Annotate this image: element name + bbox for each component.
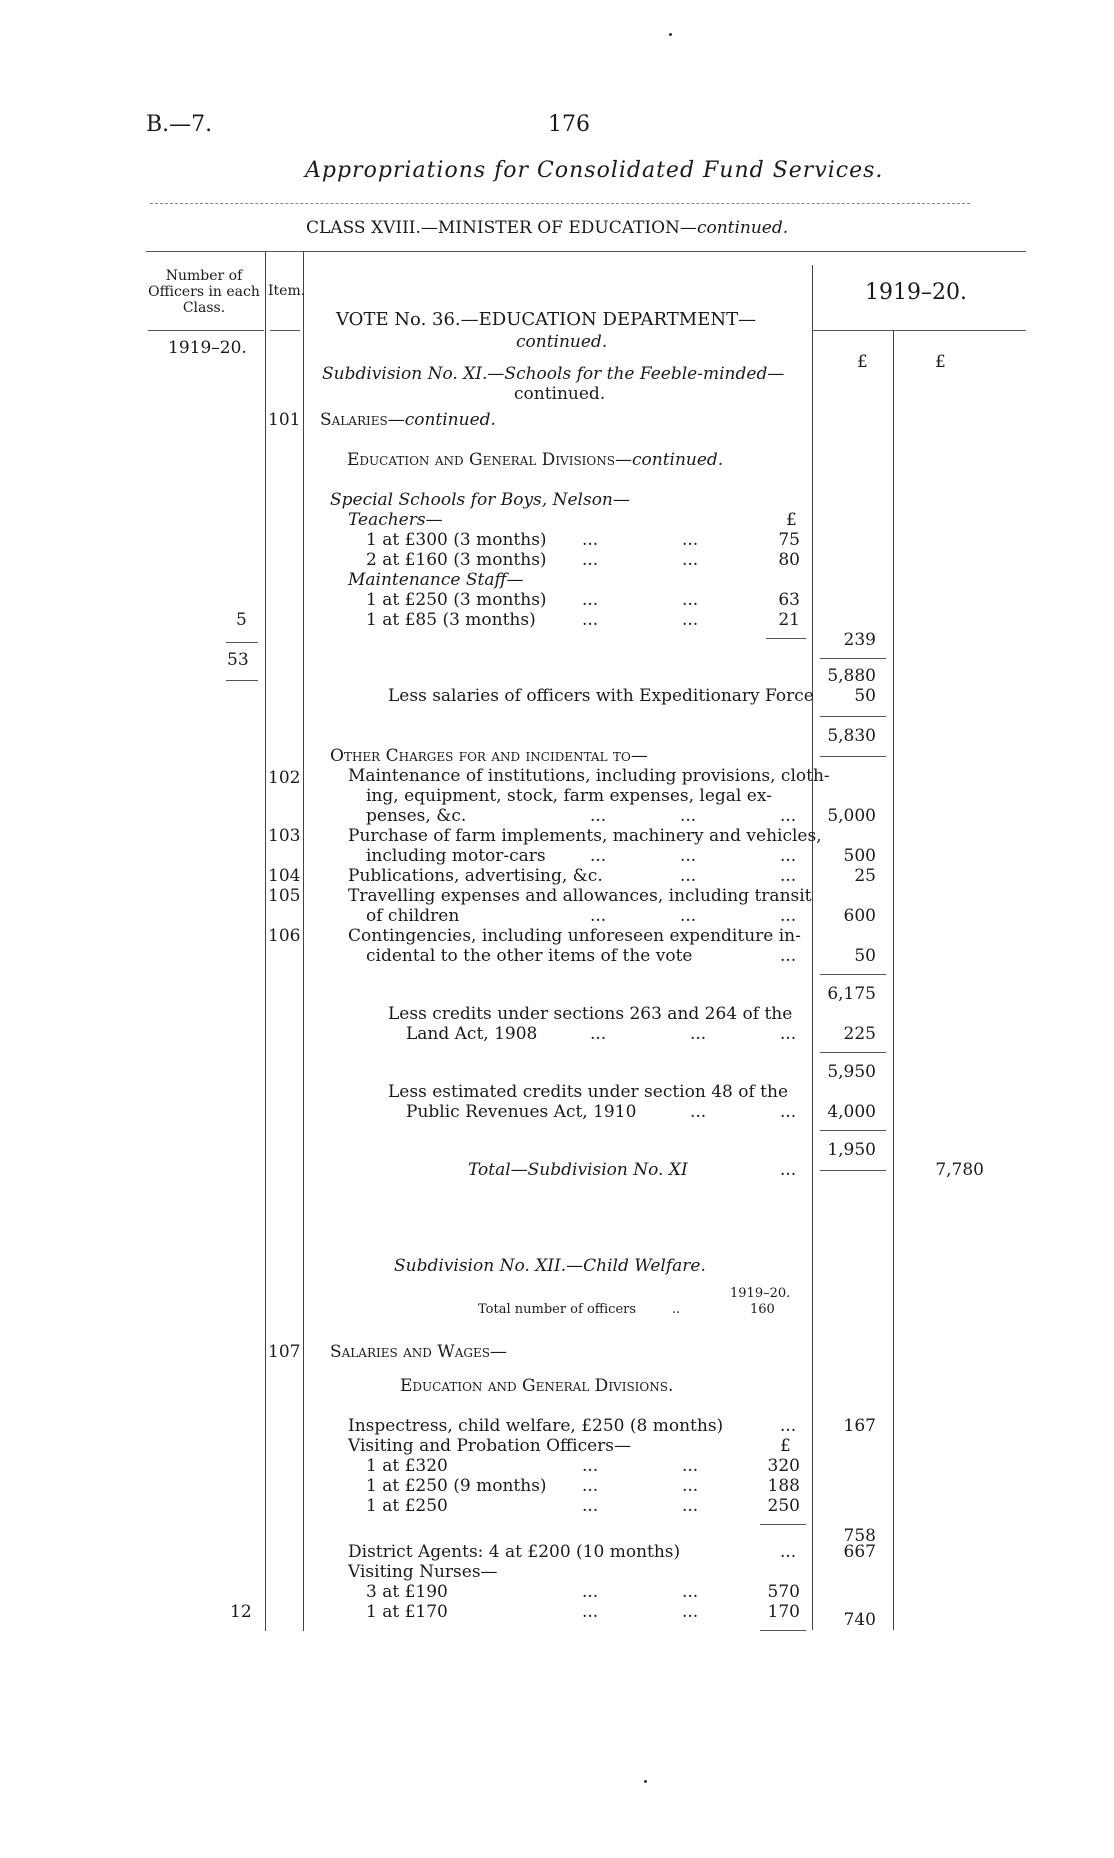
dots: ... xyxy=(582,590,599,610)
teachers-heading: Teachers— xyxy=(348,510,443,530)
officers-column-header: Number of Officers in each Class. xyxy=(148,268,260,316)
vote-heading-continued: continued. xyxy=(516,332,608,352)
visiting-nurse-line-1-value: 570 xyxy=(767,1582,800,1602)
sum-1950: 1,950 xyxy=(827,1140,876,1160)
sum-rule xyxy=(820,1130,886,1131)
item-102-value: 5,000 xyxy=(827,806,876,826)
visiting-officer-line-2: 1 at £250 (9 months) xyxy=(366,1476,547,1496)
dots: ... xyxy=(582,610,599,630)
visiting-nurse-line-1: 3 at £190 xyxy=(366,1582,448,1602)
pound-header-2: £ xyxy=(935,352,946,372)
item-103: 103 xyxy=(268,826,301,846)
page-number: 176 xyxy=(548,112,590,137)
dots: ... xyxy=(780,906,797,926)
dots: ... xyxy=(582,550,599,570)
teacher-line-2: 2 at £160 (3 months) xyxy=(366,550,547,570)
visiting-officer-line-3-value: 250 xyxy=(767,1496,800,1516)
visiting-nurse-line-2-value: 170 xyxy=(767,1602,800,1622)
inspectress-value: 167 xyxy=(843,1416,876,1436)
officers-count-5: 5 xyxy=(236,610,247,630)
sum-rule xyxy=(820,1052,886,1053)
sum-rule xyxy=(820,974,886,975)
subdivision-xii-title: Subdivision No. XII.—Child Welfare. xyxy=(394,1256,706,1276)
dots: ... xyxy=(590,1024,607,1044)
education-divisions-label: Education and General Divisions xyxy=(347,450,615,470)
maintenance-staff-heading: Maintenance Staff— xyxy=(348,570,524,590)
dots: ... xyxy=(680,906,697,926)
item-103-line-1: Purchase of farm implements, machinery and vehicles, xyxy=(348,826,822,846)
maintenance-line-2: 1 at £85 (3 months) xyxy=(366,610,536,630)
visiting-officer-line-3: 1 at £250 xyxy=(366,1496,448,1516)
total-subdivision-xi-label: Total—Subdivision No. XI xyxy=(468,1160,688,1180)
item-102-line-2: ing, equipment, stock, farm expenses, legal ex- xyxy=(366,786,772,806)
sum-5830: 5,830 xyxy=(827,726,876,746)
officers-count-12: 12 xyxy=(230,1602,252,1622)
item-column-divider xyxy=(303,251,304,1631)
dots: ... xyxy=(590,906,607,926)
item-101: 101 xyxy=(268,410,301,430)
item-105-line-2: of children xyxy=(366,906,460,926)
dots: ... xyxy=(590,846,607,866)
dots: .. xyxy=(672,1302,681,1317)
dots: ... xyxy=(682,1496,699,1516)
maintenance-line-1: 1 at £250 (3 months) xyxy=(366,590,547,610)
subdivision-xi-continued: continued. xyxy=(514,384,606,404)
education-divisions-xii-heading: Education and General Divisions. xyxy=(400,1376,674,1396)
less-estimated-line-1: Less estimated credits under section 48 of the xyxy=(388,1082,789,1102)
dots: ... xyxy=(682,550,699,570)
subdivision-xii-officers-year: 1919–20. xyxy=(730,1286,791,1301)
less-expeditionary-value: 50 xyxy=(854,686,876,706)
dots: ... xyxy=(582,1602,599,1622)
sum-rule xyxy=(820,658,886,659)
year-column-header: 1919–20. xyxy=(865,280,967,305)
dots: ... xyxy=(682,1582,699,1602)
dots: ... xyxy=(780,1024,797,1044)
education-divisions-continued: —continued. xyxy=(614,450,724,470)
dots: ... xyxy=(780,1542,797,1562)
document-code: B.—7. xyxy=(146,112,213,137)
visiting-nurse-line-2: 1 at £170 xyxy=(366,1602,448,1622)
title-rule xyxy=(150,203,970,204)
item-106-line-1: Contingencies, including unforeseen expenditure in- xyxy=(348,926,801,946)
teacher-line-1-value: 75 xyxy=(778,530,800,550)
sum-758: 758 xyxy=(843,1526,876,1546)
item-header-rule xyxy=(270,330,300,331)
district-agents-value: 667 xyxy=(843,1542,876,1562)
officers-header-rule xyxy=(148,330,264,331)
item-102-line-3: penses, &c. xyxy=(366,806,467,826)
item-105-line-1: Travelling expenses and allowances, including transit xyxy=(348,886,812,906)
salaries-continued: —continued. xyxy=(387,410,496,430)
visiting-officers-heading: Visiting and Probation Officers— xyxy=(348,1436,632,1456)
item-102: 102 xyxy=(268,768,301,788)
special-school-heading: Special Schools for Boys, Nelson— xyxy=(330,490,630,510)
table-top-rule xyxy=(146,251,1026,252)
sum-5950: 5,950 xyxy=(827,1062,876,1082)
dots: ... xyxy=(780,1160,797,1180)
education-divisions-heading xyxy=(347,450,723,470)
total-officers-value: 160 xyxy=(750,1302,775,1317)
subdivision-xi-title: Subdivision No. XI.—Schools for the Feeble-minded— xyxy=(322,364,785,384)
less-credits-value: 225 xyxy=(843,1024,876,1044)
print-speck xyxy=(669,33,672,36)
subtotal-column-divider xyxy=(893,330,894,1630)
item-103-value: 500 xyxy=(843,846,876,866)
item-103-line-2: including motor-cars xyxy=(366,846,546,866)
dots: ... xyxy=(690,1102,707,1122)
dots: ... xyxy=(680,806,697,826)
dots: ... xyxy=(682,1476,699,1496)
officers-column-divider xyxy=(265,251,266,1631)
sum-rule xyxy=(820,1170,886,1171)
dots: ... xyxy=(682,590,699,610)
total-subdivision-xi-value: 7,780 xyxy=(935,1160,984,1180)
dots: ... xyxy=(780,1102,797,1122)
dots: ... xyxy=(682,610,699,630)
teacher-line-1: 1 at £300 (3 months) xyxy=(366,530,547,550)
item-105: 105 xyxy=(268,886,301,906)
item-104-value: 25 xyxy=(854,866,876,886)
sum-rule xyxy=(820,716,886,717)
maintenance-line-1-value: 63 xyxy=(778,590,800,610)
dots: ... xyxy=(780,946,797,966)
item-106-line-2: cidental to the other items of the vote xyxy=(366,946,693,966)
dots: ... xyxy=(582,1582,599,1602)
pound-header-1: £ xyxy=(857,352,868,372)
dots: ... xyxy=(780,806,797,826)
dots: ... xyxy=(690,1024,707,1044)
sum-5880: 5,880 xyxy=(827,666,876,686)
item-104: 104 xyxy=(268,866,301,886)
subtotal-rule xyxy=(766,638,806,639)
officers-rule xyxy=(226,642,258,643)
item-106-value: 50 xyxy=(854,946,876,966)
dots: ... xyxy=(682,530,699,550)
print-speck xyxy=(644,1780,647,1783)
dots: ... xyxy=(582,1496,599,1516)
visiting-officer-line-1: 1 at £320 xyxy=(366,1456,448,1476)
dots: ... xyxy=(780,866,797,886)
class-heading xyxy=(306,218,788,238)
year-header-rule xyxy=(812,330,1026,331)
item-107: 107 xyxy=(268,1342,301,1362)
sum-6175: 6,175 xyxy=(827,984,876,1004)
item-106: 106 xyxy=(268,926,301,946)
less-credits-line-1: Less credits under sections 263 and 264 of the xyxy=(388,1004,793,1024)
item-column-header: Item. xyxy=(268,283,306,299)
sum-239: 239 xyxy=(843,630,876,650)
teacher-line-2-value: 80 xyxy=(778,550,800,570)
dots: ... xyxy=(582,530,599,550)
officers-rule xyxy=(226,680,258,681)
officers-year-label: 1919–20. xyxy=(168,338,247,358)
item-102-line-1: Maintenance of institutions, including provisions, cloth- xyxy=(348,766,830,786)
salaries-label: Salaries xyxy=(320,410,388,430)
class-heading-continued: continued. xyxy=(696,218,789,238)
less-estimated-line-2: Public Revenues Act, 1910 xyxy=(406,1102,637,1122)
maintenance-line-2-value: 21 xyxy=(778,610,800,630)
page-title: Appropriations for Consolidated Fund Services. xyxy=(305,158,884,183)
class-heading-main: CLASS XVIII.—MINISTER OF EDUCATION— xyxy=(306,218,697,238)
dots: ... xyxy=(682,1602,699,1622)
sum-rule xyxy=(820,756,886,757)
district-agents-line: District Agents: 4 at £200 (10 months) xyxy=(348,1542,681,1562)
item-104-line-1: Publications, advertising, &c. xyxy=(348,866,603,886)
subtotal-rule xyxy=(760,1630,806,1631)
pound-sign-inner: £ xyxy=(786,510,797,530)
dots: ... xyxy=(780,1416,797,1436)
dots: ... xyxy=(680,846,697,866)
less-credits-line-2: Land Act, 1908 xyxy=(406,1024,538,1044)
officers-count-53: 53 xyxy=(227,650,249,670)
less-expeditionary-label: Less salaries of officers with Expeditionary Force xyxy=(388,686,814,706)
dots: ... xyxy=(590,806,607,826)
visiting-nurses-heading: Visiting Nurses— xyxy=(348,1562,498,1582)
salaries-and-wages-heading: Salaries and Wages— xyxy=(330,1342,508,1362)
total-officers-label: Total number of officers xyxy=(478,1302,637,1317)
visiting-officer-line-2-value: 188 xyxy=(767,1476,800,1496)
amount-column-divider xyxy=(812,265,813,1630)
dots: ... xyxy=(582,1476,599,1496)
subtotal-rule xyxy=(760,1524,806,1525)
item-105-value: 600 xyxy=(843,906,876,926)
visiting-officer-line-1-value: 320 xyxy=(767,1456,800,1476)
salaries-heading xyxy=(320,410,496,430)
other-charges-heading: Other Charges for and incidental to— xyxy=(330,746,648,766)
dots: ... xyxy=(780,846,797,866)
inspectress-line: Inspectress, child welfare, £250 (8 months) xyxy=(348,1416,724,1436)
dots: ... xyxy=(582,1456,599,1476)
dots: ... xyxy=(680,866,697,886)
pound-sign-inner-xii: £ xyxy=(780,1436,791,1456)
less-estimated-value: 4,000 xyxy=(827,1102,876,1122)
dots: ... xyxy=(682,1456,699,1476)
vote-heading: VOTE No. 36.—EDUCATION DEPARTMENT— xyxy=(336,309,757,330)
sum-740: 740 xyxy=(843,1610,876,1630)
